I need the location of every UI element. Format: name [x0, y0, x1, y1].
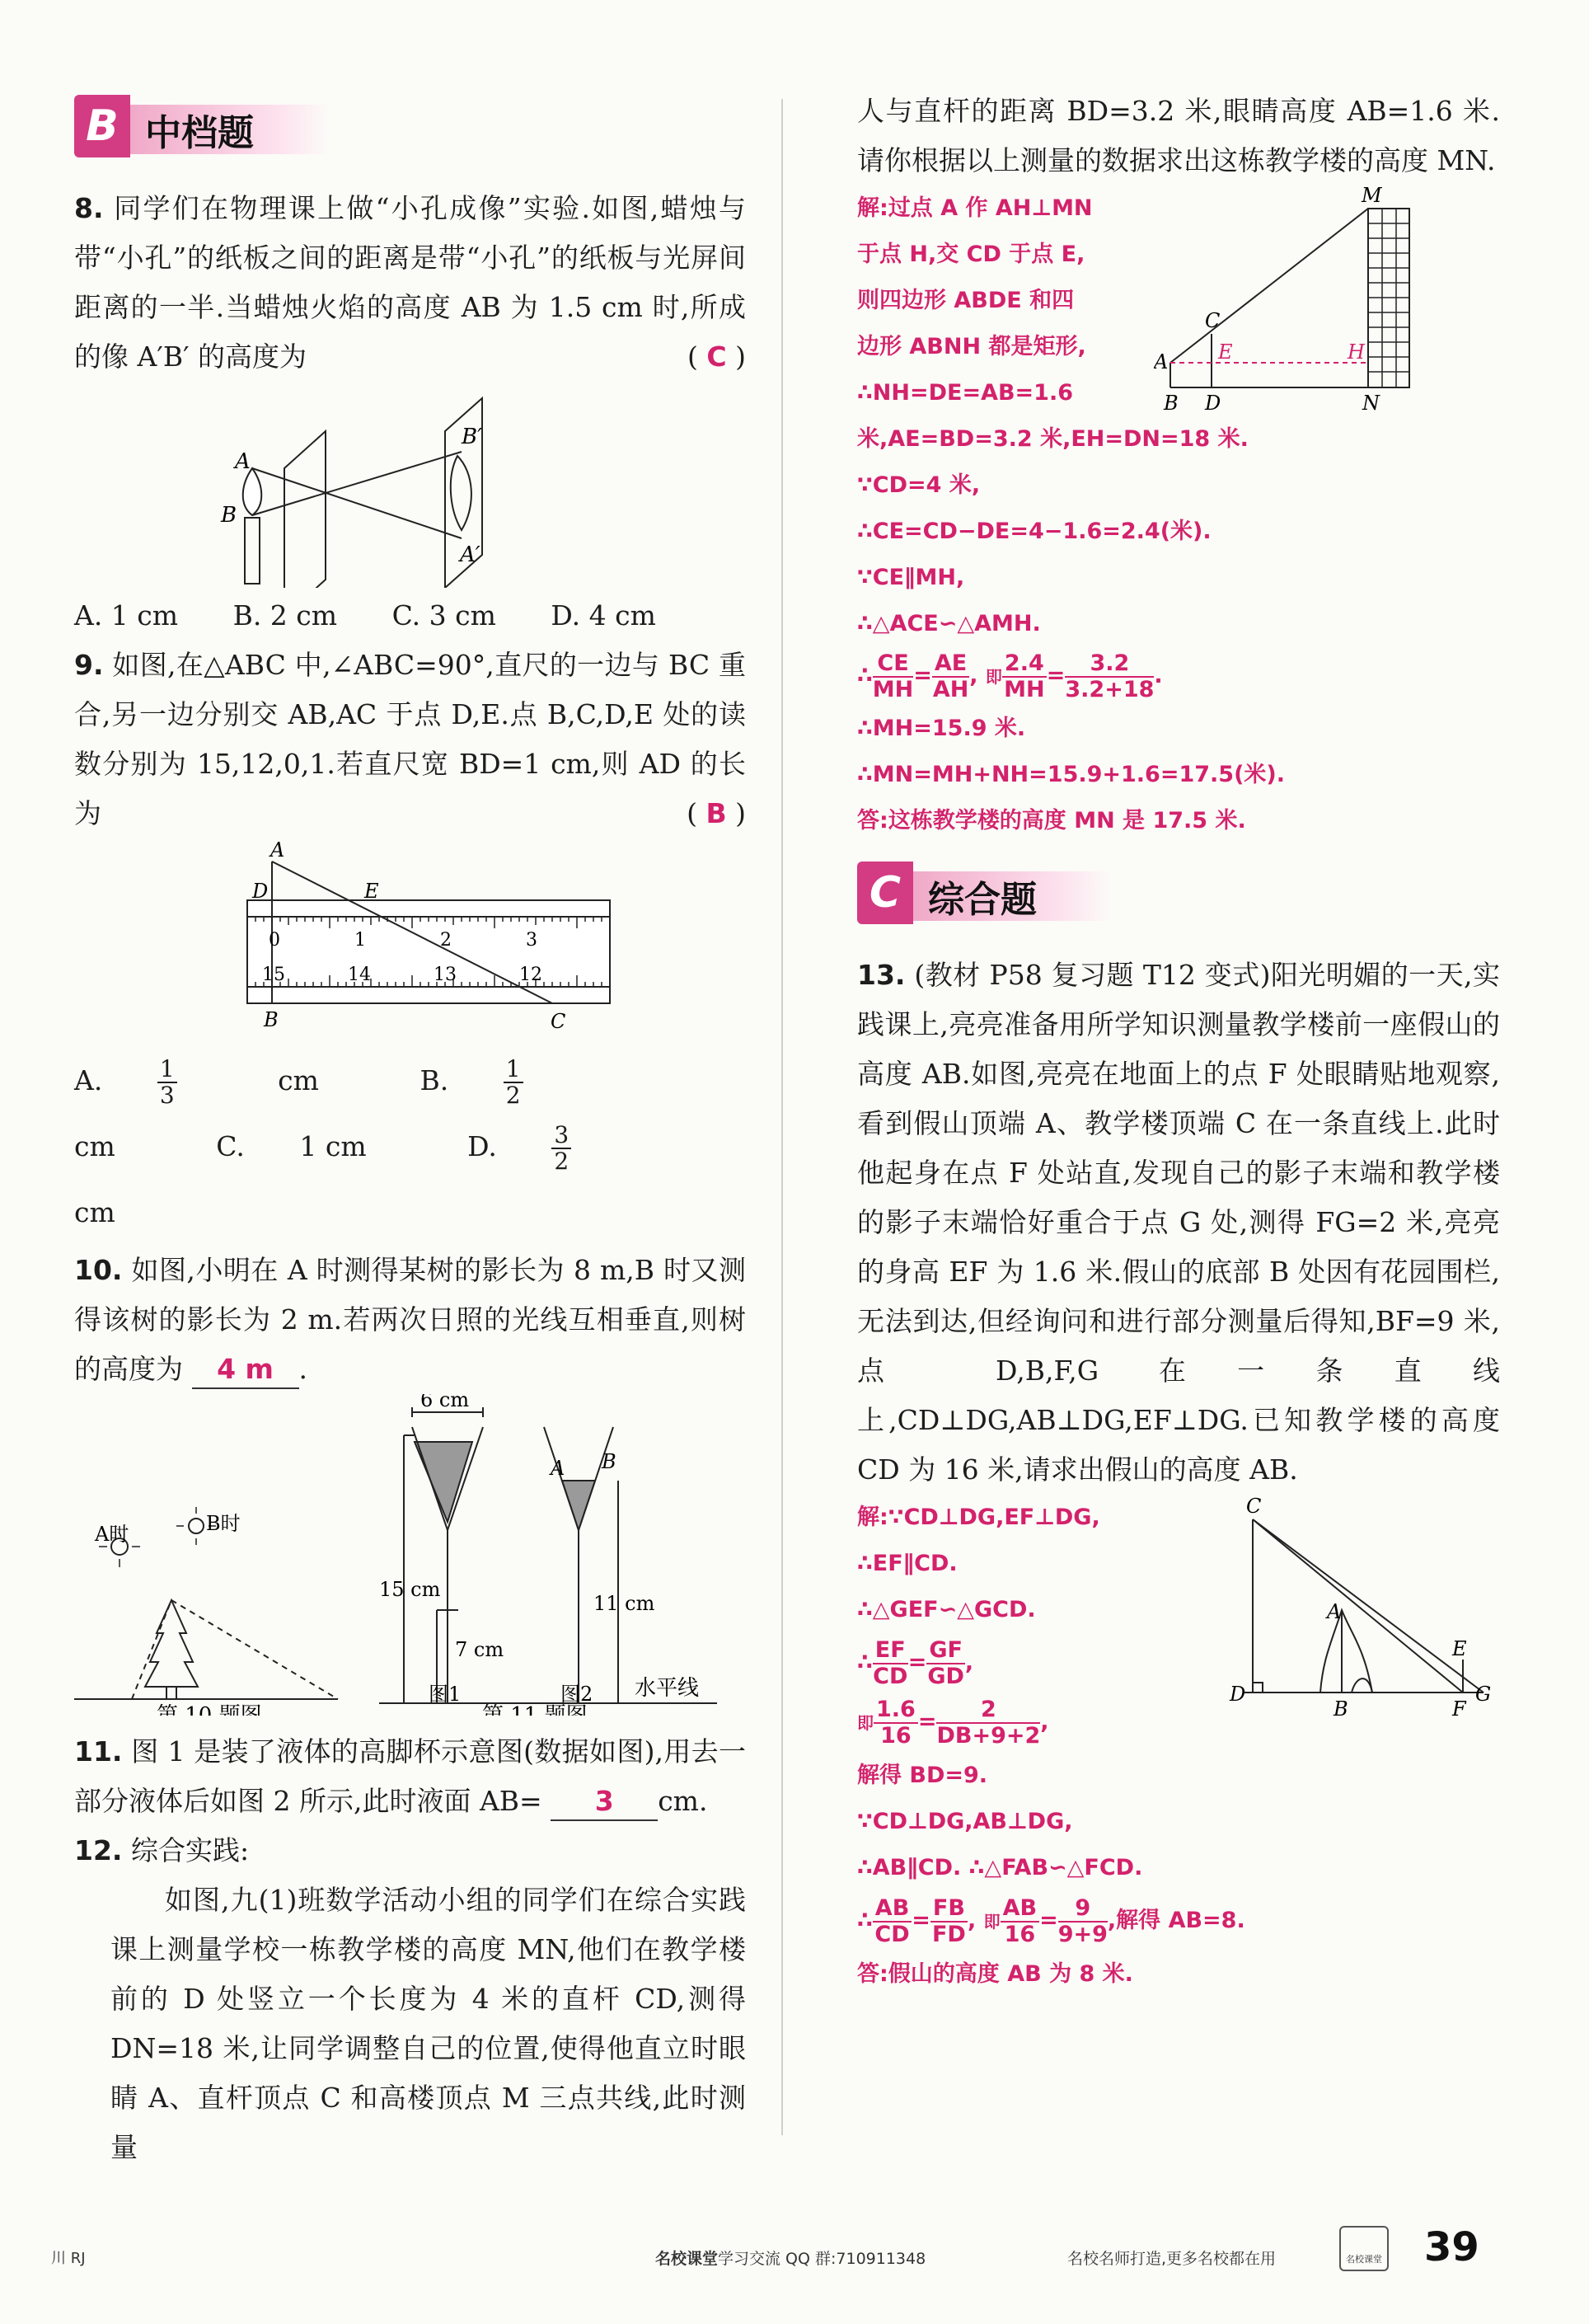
question-11 — [74, 1727, 746, 1826]
inverted-image — [451, 456, 471, 530]
label-c: C — [1246, 1495, 1262, 1518]
question-text: 如图,在△ABC 中,∠ABC=90°,直尺的一边与 BC 重合,另一边分别交 AB,AC 于点 D,E.点 B,C,D,E 处的读数分别为 15,12,0,1.若直尺宽 BD=1 cm,则 AD 的长为 — [74, 649, 746, 829]
scale-top: 0 — [269, 930, 280, 951]
label-11cm: 11 cm — [593, 1592, 655, 1615]
footer-qq-group — [655, 2247, 926, 2269]
question-12 — [74, 1826, 746, 1876]
candle-body — [245, 518, 260, 584]
goblet-2-liquid — [562, 1481, 595, 1530]
label-fig2: 图2 — [560, 1683, 593, 1706]
answer-blank: 3 — [551, 1783, 658, 1821]
solution-ratio: ∴ $\frac{EF}{CD}$ = $\frac{GF}{GD}$ , — [857, 1636, 974, 1689]
solution-line: ∵CE∥MH, — [857, 565, 965, 590]
solution-line: ∴CE=CD−DE=4−1.6=2.4(米). — [857, 519, 1212, 544]
question-13 — [857, 951, 1500, 1495]
solution-line: ∵CD=4 米, — [857, 472, 981, 498]
question-9 — [74, 641, 746, 838]
footer-edition: 川 RJ — [51, 2250, 86, 2267]
solution-line: ∴EF∥CD. — [857, 1551, 958, 1576]
q12-building-figure — [1154, 185, 1500, 416]
scale-bottom: 13 — [434, 965, 457, 985]
point-e: E — [364, 880, 379, 903]
label-e: E — [1452, 1637, 1467, 1660]
label-a-prime: A′ — [460, 542, 480, 567]
option: B. $\frac{1}{2}$ cm — [74, 1064, 616, 1162]
option: B. 2 cm — [232, 599, 338, 631]
q9-ruler-figure — [74, 838, 746, 1045]
label-g: G — [1475, 1683, 1492, 1706]
solution-line: 则四边形 ABDE 和四 — [857, 288, 1075, 313]
label-a: A — [235, 449, 251, 474]
label-b: B — [221, 503, 237, 528]
option: D. $\frac{3}{2}$ cm — [74, 1130, 663, 1228]
unit: cm. — [658, 1785, 708, 1817]
option: C. 1 cm — [216, 1130, 367, 1162]
solution-line: 解得 BD=9. — [857, 1763, 988, 1788]
label-a: A — [551, 1457, 565, 1480]
solution-line: 于点 H,交 CD 于点 E, — [857, 242, 1085, 267]
section-b-header — [74, 87, 746, 177]
shadow-line — [1253, 1519, 1484, 1693]
label-a: A — [1327, 1600, 1342, 1623]
label-h: H — [1348, 340, 1365, 364]
sun-b-icon — [189, 1519, 204, 1533]
solution-line: ∴△ACE∽△AMH. — [857, 611, 1041, 636]
right-column — [857, 87, 1500, 2022]
section-letter: B — [74, 95, 130, 157]
label-d: D — [1205, 392, 1221, 415]
question-number: 10. — [74, 1254, 123, 1286]
question-text: 如图,小明在 A 时测得某树的影长为 8 m,B 时又测得该树的影长为 2 m.若两次日照的光线互相垂直,则树的高度为 — [74, 1254, 746, 1385]
q13-figure — [1228, 1495, 1500, 1742]
question-12-continued — [857, 87, 1500, 185]
solution-line: ∴NH=DE=AB=1.6 — [857, 380, 1074, 406]
scale-top: 1 — [354, 930, 366, 951]
solution-line: ∵CD⊥DG,AB⊥DG, — [857, 1809, 1073, 1834]
label-b: B — [602, 1450, 616, 1473]
label-15cm: 15 cm — [379, 1578, 441, 1601]
section-letter: C — [857, 862, 913, 924]
footer-slogan: 名校名师打造,更多名校都在用 — [1067, 2250, 1277, 2268]
footer-qq-text: 学习交流 QQ 群:710911348 — [718, 2250, 926, 2268]
label-a-time: A时 — [95, 1523, 129, 1546]
point-d: D — [252, 880, 269, 903]
answer-paren: ( C ) — [687, 340, 746, 373]
question-12-body — [74, 1876, 746, 2172]
question-number: 11. — [74, 1735, 123, 1768]
solution-line: 米,AE=BD=3.2 米,EH=DN=18 米. — [857, 426, 1249, 452]
solution-line: 答:假山的高度 AB 为 8 米. — [857, 1961, 1133, 1987]
solution-ratio: 即 $\frac{1.6}{16}$ = $\frac{2}{DB+9+2}$ , — [857, 1696, 1049, 1749]
caption-q10: 第 10 题图 — [157, 1703, 262, 1716]
solution-line: 答:这栋教学楼的高度 MN 是 17.5 米. — [857, 808, 1246, 833]
scale-bottom: 14 — [348, 965, 371, 985]
left-column — [74, 87, 746, 2172]
question-text: 图 1 是装了液体的高脚杯示意图(数据如图),用去一部分液体后如图 2 所示,此时液面 AB= — [74, 1735, 746, 1817]
q8-options — [74, 591, 746, 641]
label-b: B — [1334, 1697, 1348, 1721]
question-text: 人与直杆的距离 BD=3.2 米,眼睛高度 AB=1.6 米.请你根据以上测量的数据求出这栋教学楼的高度 MN. — [857, 95, 1500, 176]
point-a: A — [270, 838, 285, 862]
question-10: 10. 如图,小明在 A 时测得某树的影长为 8 m,B 时又测得该树的影长为 2 m.若两次日照的光线互相垂直,则树的高度为 4 m . — [74, 1246, 746, 1394]
solution-line: 边形 ABNH 都是矩形, — [857, 334, 1086, 359]
q13-solution-block — [857, 1495, 1500, 2022]
option: C. 3 cm — [391, 599, 496, 631]
scale-bottom: 12 — [519, 965, 542, 985]
q8-pinhole-figure — [74, 382, 746, 588]
sight-line — [1170, 209, 1368, 363]
section-c-header — [857, 853, 1500, 944]
section-title: 综合题 — [928, 879, 1037, 921]
question-number: 8. — [74, 192, 104, 224]
solution-ratio: ∴ $\frac{AB}{CD}$ = $\frac{FB}{FD}$ , 即 $\frac{AB}{16}$ = $\frac{9}{9+9}$ ,解得 AB=8. — [857, 1894, 1245, 1947]
section-title: 中档题 — [145, 112, 254, 154]
question-8 — [74, 184, 746, 382]
label-7cm: 7 cm — [455, 1638, 504, 1661]
q10-q11-figures — [74, 1394, 746, 1716]
solution-line: ∴MN=MH+NH=15.9+1.6=17.5(米). — [857, 762, 1286, 787]
question-text: (教材 P58 复习题 T12 变式)阳光明媚的一天,实践课上,亮亮准备用所学知识测量教学楼前一座假山的高度 AB.如图,亮亮在地面上的点 F 处眼睛贴地观察,看到假山顶端 A、教学楼顶端 C 在一条直线上.此时他起身在点 F 处站直,发现自己的影子末端和教学楼的影子末端恰好重合于点 G 处,测得 FG=2 米,亮亮的身高 EF 为 1.6 米.假山的底部 B 处因有花园围栏,无法到达,但经询问和进行部分测量后得知,BF=9 米,点 D,B,F,G 在一条直线上,CD⊥DG,AB⊥DG,EF⊥DG.已知教学楼的高度 CD 为 16 米,请求出假山的高度 AB. — [857, 959, 1500, 1486]
scale-top: 2 — [440, 930, 452, 951]
candle-flame — [243, 468, 262, 515]
label-6cm: 6 cm — [420, 1394, 470, 1411]
answer-choice: B — [705, 797, 727, 829]
label-horizontal: 水平线 — [635, 1676, 700, 1701]
page-number: 39 — [1424, 2224, 1479, 2270]
question-text: 如图,九(1)班数学活动小组的同学们在综合实践课上测量学校一栋教学楼的高度 MN,他们在教学楼前的 D 处竖立一个长度为 4 米的直杆 CD,测得 DN=18 米,让同学调整自己的位置,使得他直立时眼睛 A、直杆顶点 C 和高楼顶点 M 三点共线,此时测量 — [110, 1884, 746, 2163]
question-number: 13. — [857, 959, 906, 991]
label-b: B — [1164, 392, 1179, 415]
scale-top: 3 — [526, 930, 537, 951]
cardboard-with-hole — [284, 431, 326, 588]
solution-line: ∴MH=15.9 米. — [857, 716, 1026, 741]
option: A. $\frac{1}{3}$ cm — [74, 1055, 319, 1109]
solution-ratio: ∴ $\frac{CE}{MH}$ = $\frac{AE}{AH}$ , 即 $\frac{2.4}{MH}$ = $\frac{3.2}{3.2+18}$ . — [857, 650, 1163, 702]
sight-line — [1253, 1519, 1463, 1693]
label-b-time: B时 — [206, 1512, 241, 1535]
label-fig1: 图1 — [429, 1683, 462, 1706]
tree-icon — [145, 1600, 198, 1687]
label-a: A — [1154, 350, 1169, 373]
solution-line: 解:∵CD⊥DG,EF⊥DG, — [857, 1505, 1100, 1530]
solution-line: ∴△GEF∽△GCD. — [857, 1597, 1036, 1622]
ruler — [247, 900, 610, 1003]
label-f: F — [1452, 1697, 1466, 1721]
label-m: M — [1362, 185, 1382, 207]
label-b-prime: B′ — [462, 425, 483, 449]
label-e: E — [1218, 340, 1233, 364]
column-divider — [781, 99, 783, 2135]
scale-bottom: 15 — [262, 965, 285, 985]
brand-logo-icon: 名校课堂 — [1339, 2226, 1389, 2271]
option: D. 4 cm — [551, 599, 656, 631]
question-number: 12. — [74, 1834, 123, 1866]
label-c: C — [1205, 309, 1221, 332]
solution-line: ∴AB∥CD. ∴△FAB∽△FCD. — [857, 1855, 1143, 1880]
point-b: B — [264, 1008, 279, 1031]
question-text: 同学们在物理课上做“小孔成像”实验.如图,蜡烛与带“小孔”的纸板之间的距离是带“小孔”的纸板与光屏间距离的一半.当蜡烛火焰的高度 AB 为 1.5 cm 时,所成的像 A′B′ 的高度为 — [74, 192, 746, 373]
point-c: C — [551, 1010, 566, 1033]
answer-blank: 4 m — [192, 1351, 299, 1389]
label-d: D — [1230, 1683, 1246, 1706]
caption-q11: 第 11 题图 — [482, 1703, 588, 1716]
footer-brand: 名校课堂 — [655, 2250, 719, 2268]
q9-options — [74, 1048, 746, 1246]
answer-choice: C — [706, 340, 727, 373]
answer-paren: ( B ) — [687, 797, 746, 829]
label-n: N — [1362, 392, 1380, 415]
option: A. 1 cm — [74, 599, 179, 631]
question-title: 综合实践: — [130, 1834, 250, 1866]
question-number: 9. — [74, 649, 104, 681]
q12-solution-block — [857, 185, 1500, 853]
solution-line: 解:过点 A 作 AH⊥MN — [857, 195, 1093, 221]
